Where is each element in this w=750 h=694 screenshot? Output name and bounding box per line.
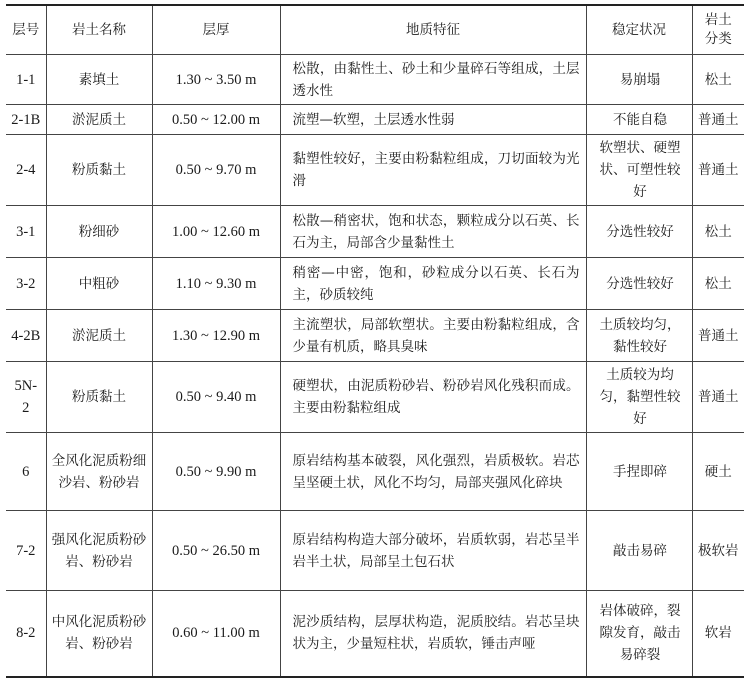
cell-features: 松散—稍密状，饱和状态，颗粒成分以石英、长石为主，局部含少量黏性土 bbox=[280, 206, 586, 258]
cell-layer: 5N-2 bbox=[6, 362, 46, 433]
table-row bbox=[6, 206, 744, 258]
cell-class: 松土 bbox=[692, 258, 744, 310]
cell-thickness: 1.30 ~ 12.90 m bbox=[152, 310, 280, 362]
geology-table bbox=[6, 4, 744, 678]
header-row bbox=[6, 5, 744, 55]
cell-layer: 3-2 bbox=[6, 258, 46, 310]
cell-class: 松土 bbox=[692, 55, 744, 105]
cell-layer: 2-1B bbox=[6, 105, 46, 135]
cell-layer: 7-2 bbox=[6, 511, 46, 591]
cell-stability: 敲击易碎 bbox=[586, 511, 692, 591]
cell-features: 主流塑状，局部软塑状。主要由粉黏粒组成，含少量有机质，略具臭味 bbox=[280, 310, 586, 362]
cell-features: 松散，由黏性土、砂土和少量碎石等组成，土层透水性 bbox=[280, 55, 586, 105]
table-row bbox=[6, 135, 744, 206]
cell-name: 素填土 bbox=[46, 55, 152, 105]
cell-name: 淤泥质土 bbox=[46, 105, 152, 135]
cell-thickness: 0.50 ~ 9.70 m bbox=[152, 135, 280, 206]
cell-name: 粉质黏土 bbox=[46, 135, 152, 206]
header-name: 岩土名称 bbox=[46, 5, 152, 55]
cell-features: 硬塑状，由泥质粉砂岩、粉砂岩风化残积而成。主要由粉黏粒组成 bbox=[280, 362, 586, 433]
cell-class: 极软岩 bbox=[692, 511, 744, 591]
cell-class: 普通土 bbox=[692, 362, 744, 433]
cell-features: 原岩结构基本破裂，风化强烈，岩质极软。岩芯呈坚硬土状，风化不均匀，局部夹强风化碎块 bbox=[280, 433, 586, 511]
table-row bbox=[6, 105, 744, 135]
cell-stability: 土质较均匀，黏性较好 bbox=[586, 310, 692, 362]
cell-name: 全风化泥质粉细沙岩、粉砂岩 bbox=[46, 433, 152, 511]
cell-name: 淤泥质土 bbox=[46, 310, 152, 362]
table-row bbox=[6, 362, 744, 433]
cell-name: 强风化泥质粉砂岩、粉砂岩 bbox=[46, 511, 152, 591]
cell-thickness: 0.50 ~ 9.90 m bbox=[152, 433, 280, 511]
cell-name: 粉质黏土 bbox=[46, 362, 152, 433]
cell-thickness: 1.00 ~ 12.60 m bbox=[152, 206, 280, 258]
cell-name: 中粗砂 bbox=[46, 258, 152, 310]
cell-stability: 土质较为均匀，黏塑性较好 bbox=[586, 362, 692, 433]
cell-features: 稍密—中密，饱和，砂粒成分以石英、长石为主，砂质较纯 bbox=[280, 258, 586, 310]
table-row bbox=[6, 258, 744, 310]
cell-thickness: 0.50 ~ 12.00 m bbox=[152, 105, 280, 135]
cell-layer: 3-1 bbox=[6, 206, 46, 258]
cell-features: 原岩结构构造大部分破坏，岩质软弱，岩芯呈半岩半土状，局部呈土包石状 bbox=[280, 511, 586, 591]
header-thickness: 层厚 bbox=[152, 5, 280, 55]
cell-features: 泥沙质结构，层厚状构造，泥质胶结。岩芯呈块状为主，少量短柱状，岩质软，锤击声哑 bbox=[280, 591, 586, 677]
cell-thickness: 1.10 ~ 9.30 m bbox=[152, 258, 280, 310]
header-features: 地质特征 bbox=[280, 5, 586, 55]
table-row bbox=[6, 511, 744, 591]
cell-stability: 不能自稳 bbox=[586, 105, 692, 135]
cell-name: 中风化泥质粉砂岩、粉砂岩 bbox=[46, 591, 152, 677]
cell-stability: 手捏即碎 bbox=[586, 433, 692, 511]
header-layer: 层号 bbox=[6, 5, 46, 55]
cell-class: 软岩 bbox=[692, 591, 744, 677]
table-row bbox=[6, 591, 744, 677]
header-stability: 稳定状况 bbox=[586, 5, 692, 55]
cell-features: 流塑—软塑，土层透水性弱 bbox=[280, 105, 586, 135]
cell-thickness: 1.30 ~ 3.50 m bbox=[152, 55, 280, 105]
cell-layer: 2-4 bbox=[6, 135, 46, 206]
cell-stability: 软塑状、硬塑状、可塑性较好 bbox=[586, 135, 692, 206]
cell-stability: 分选性较好 bbox=[586, 258, 692, 310]
cell-features: 黏塑性较好，主要由粉黏粒组成，刀切面较为光滑 bbox=[280, 135, 586, 206]
cell-class: 普通土 bbox=[692, 105, 744, 135]
cell-stability: 分选性较好 bbox=[586, 206, 692, 258]
cell-layer: 1-1 bbox=[6, 55, 46, 105]
cell-stability: 岩体破碎，裂隙发育，敲击易碎裂 bbox=[586, 591, 692, 677]
table-row bbox=[6, 433, 744, 511]
cell-class: 硬土 bbox=[692, 433, 744, 511]
cell-layer: 4-2B bbox=[6, 310, 46, 362]
table-body bbox=[6, 55, 744, 677]
cell-layer: 6 bbox=[6, 433, 46, 511]
cell-class: 普通土 bbox=[692, 310, 744, 362]
cell-class: 普通土 bbox=[692, 135, 744, 206]
table-row bbox=[6, 310, 744, 362]
cell-thickness: 0.60 ~ 11.00 m bbox=[152, 591, 280, 677]
table-row bbox=[6, 55, 744, 105]
cell-name: 粉细砂 bbox=[46, 206, 152, 258]
cell-stability: 易崩塌 bbox=[586, 55, 692, 105]
cell-thickness: 0.50 ~ 26.50 m bbox=[152, 511, 280, 591]
cell-layer: 8-2 bbox=[6, 591, 46, 677]
cell-thickness: 0.50 ~ 9.40 m bbox=[152, 362, 280, 433]
header-class: 岩土 分类 bbox=[692, 5, 744, 55]
cell-class: 松土 bbox=[692, 206, 744, 258]
